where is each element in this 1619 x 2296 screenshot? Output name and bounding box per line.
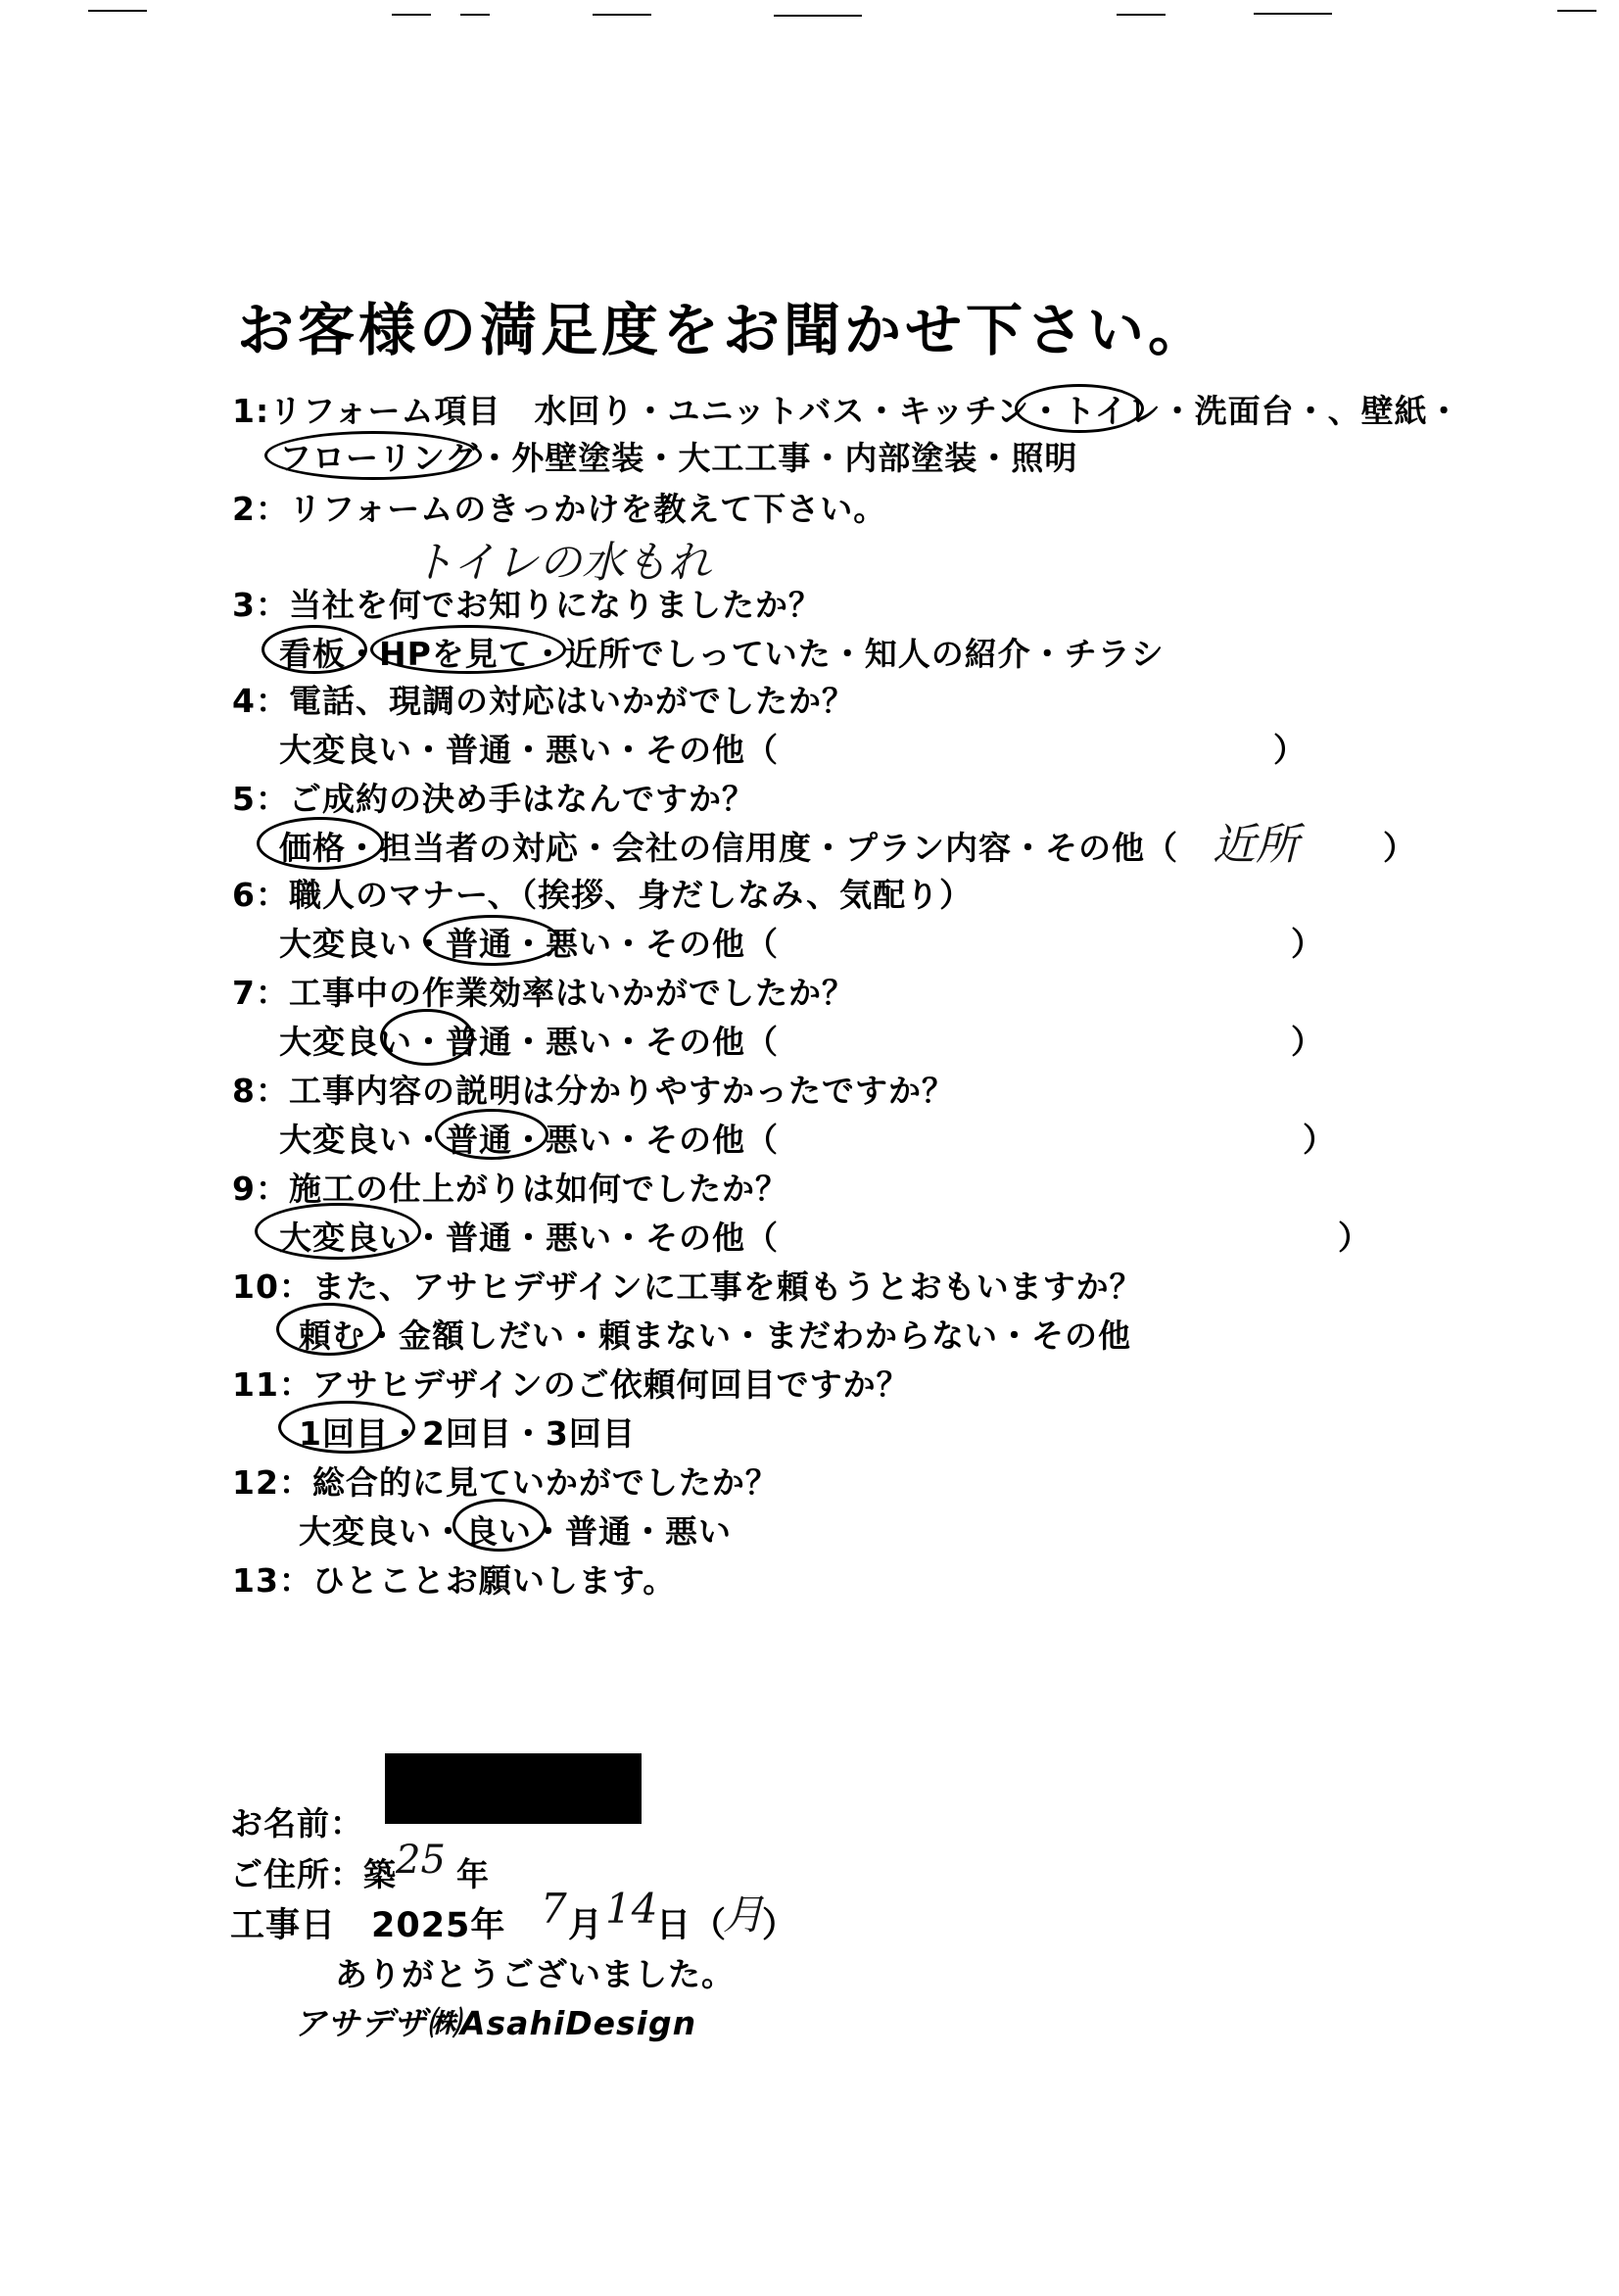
q1-line1: 1:リフォーム項目 水回り・ユニットバス・キッチン・トイレ・洗面台・、壁紙・ [232,392,1461,430]
scan-edge-marks [0,0,1619,20]
q3-selected-hp-circle [370,625,566,674]
q13-question: 13：ひとことお願いします。 [232,1561,677,1600]
company-name: アサデザ㈱AsahiDesign [294,2004,697,2042]
day-suffix: 日（ [656,1906,728,1945]
q6-question: 6：職人のマナー、（挨拶、身だしなみ、気配り） [232,876,974,914]
q12-options: 大変良い・良い・普通・悪い [299,1512,732,1551]
q7-options: 大変良い・普通・悪い・その他（ [279,1023,779,1061]
address-label: ご住所：築 [230,1855,397,1893]
q3-question: 3：当社を何でお知りになりましたか？ [232,586,822,624]
q12-selected-good-circle [452,1499,547,1552]
q5-question: 5：ご成約の決め手はなんですか？ [232,780,755,818]
q5-options: 価格・担当者の対応・会社の信用度・プラン内容・その他（ [279,829,1178,867]
work-day-handwritten: 14 [605,1885,658,1933]
q5-handwritten-other: 近所 [1213,820,1299,870]
q7-close-paren: ） [1291,1023,1324,1061]
thanks-message: ありがとうございました。 [335,1955,735,1993]
q9-selected-very-good-circle [255,1203,421,1260]
q7-question: 7：工事中の作業効率はいかがでしたか？ [232,974,855,1012]
name-label: お名前： [230,1804,363,1842]
q1-line2: フローリング・外壁塗装・大工工事・内部塗装・照明 [279,439,1078,477]
page-title: お客様の満足度をお聞かせ下さい。 [237,297,1210,363]
q12-question: 12：総合的に見ていかがでしたか？ [232,1463,779,1502]
q4-options: 大変良い・普通・悪い・その他（ [279,731,779,769]
weekday-close-paren: ） [762,1906,798,1945]
q8-close-paren: ） [1303,1121,1336,1159]
q6-selected-normal-circle [423,915,560,966]
q10-options: 頼む・金額しだい・頼まない・まだわからない・その他 [299,1316,1131,1355]
q1-selected-toilet-circle [1015,384,1144,433]
address-suffix: 年 [456,1855,490,1893]
q2-handwritten-answer: トイレの水もれ [411,538,711,588]
q6-options: 大変良い・普通・悪い・その他（ [279,925,779,963]
q8-question: 8：工事内容の説明は分かりやすかったですか？ [232,1072,955,1110]
month-suffix: 月 [568,1906,604,1945]
q3-selected-signboard-circle [262,625,367,674]
q7-mark-circle [380,1009,474,1066]
q10-question: 10：また、アサヒデザインに工事を頼もうとおもいますか？ [232,1268,1143,1306]
q9-options: 大変良い・普通・悪い・その他（ [279,1219,779,1257]
q6-close-paren: ） [1291,925,1324,963]
redacted-name-block [385,1753,642,1824]
q4-question: 4：電話、現調の対応はいかがでしたか？ [232,682,855,720]
q9-close-paren: ） [1338,1219,1371,1257]
work-month-handwritten: 7 [541,1885,567,1933]
work-date-label: 工事日 2025年 [230,1906,506,1945]
q11-selected-first-circle [278,1401,415,1454]
q8-options: 大変良い・普通・悪い・その他（ [279,1121,779,1159]
q8-selected-normal-circle [435,1109,548,1160]
q10-selected-request-circle [276,1303,382,1356]
address-years-handwritten: 25 [396,1838,446,1883]
q11-question: 11：アサヒデザインのご依頼何回目ですか？ [232,1365,910,1404]
q9-question: 9：施工の仕上がりは如何でしたか？ [232,1170,788,1208]
weekday-handwritten: 月 [723,1890,765,1938]
q2-question: 2：リフォームのきっかけを教えて下さい。 [232,490,887,528]
q5-close-paren: ） [1383,829,1416,867]
q5-selected-price-circle [257,817,384,870]
q3-options: 看板・HPを見て・近所でしっていた・知人の紹介・チラシ [279,635,1165,673]
q11-options: 1回目・2回目・3回目 [299,1414,636,1453]
q1-selected-flooring-circle [264,431,482,480]
q4-close-paren: ） [1273,731,1307,769]
